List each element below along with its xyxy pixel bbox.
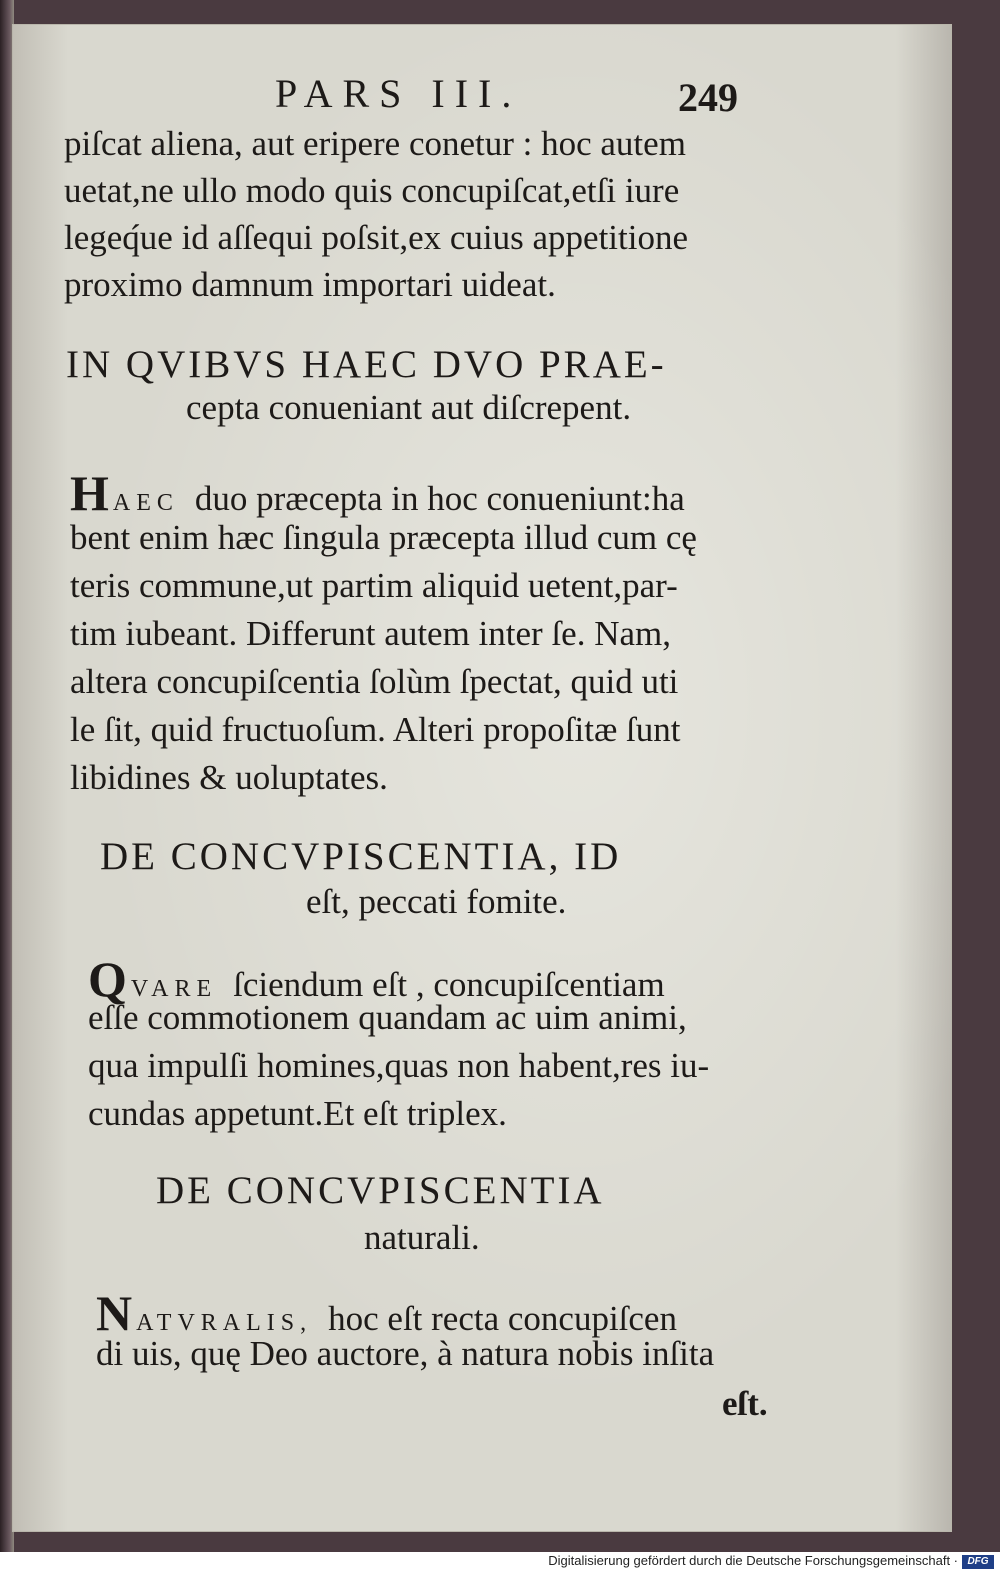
line-text: hoc eſt recta concupiſcen <box>328 1299 677 1338</box>
paragraph-2-line-7: libidines & uoluptates. <box>70 758 388 797</box>
section-heading-1-continuation: cepta conueniant aut diſcrepent. <box>186 388 632 427</box>
paragraph-2-line-3: teris commune,ut partim aliquid uetent,par- <box>70 566 678 605</box>
paragraph-3-line-4: cundas appetunt.Et eſt triplex. <box>88 1094 507 1133</box>
initial-letter: N <box>96 1285 133 1341</box>
paragraph-2-line-6: le ſit, quid fructuoſum. Alteri propoſitæ ſunt <box>70 710 681 749</box>
paragraph-3-line-3: qua impulſi homines,quas non habent,res iu- <box>88 1046 710 1085</box>
section-heading-3: DE CONCVPISCENTIA <box>156 1169 605 1212</box>
line-text: ſciendum eſt , concupiſcentiam <box>233 965 665 1004</box>
paragraph-1-line-2: uetat,ne ullo modo quis concupiſcat,etſi iure <box>64 171 680 210</box>
small-caps-word: AEC <box>112 490 179 516</box>
dfg-logo: DFG <box>962 1555 994 1569</box>
small-caps-word: VARE <box>130 976 218 1002</box>
small-caps-word: ATVRALIS, <box>136 1310 313 1336</box>
initial-letter: Q <box>88 951 127 1007</box>
page-number: 249 <box>678 75 738 120</box>
paragraph-2-line-4: tim iubeant. Differunt autem inter ſe. Nam, <box>70 614 671 653</box>
section-heading-3-continuation: naturali. <box>364 1218 480 1257</box>
section-heading-2: DE CONCVPISCENTIA, ID <box>100 835 622 878</box>
running-head: PARS III. <box>275 71 522 116</box>
section-heading-2-continuation: eſt, peccati fomite. <box>306 882 567 921</box>
paragraph-1-line-3: legeq́ue id aſſequi poſsit,ex cuius appetitione <box>64 218 689 257</box>
paragraph-2-line-2: bent enim hæc ſingula præcepta illud cum cę <box>70 518 697 557</box>
section-heading-1: IN QVIBVS HAEC DVO PRAE- <box>66 343 667 386</box>
paragraph-1-line-1: piſcat aliena, aut eripere conetur : hoc autem <box>64 124 686 163</box>
digitization-credit: Digitalisierung gefördert durch die Deutsche Forschungsgemeinschaft · <box>548 1553 958 1568</box>
paragraph-1-line-4: proximo damnum importari uideat. <box>64 265 556 304</box>
initial-letter: H <box>70 465 109 521</box>
paragraph-4-line-2: di uis, quę Deo auctore, à natura nobis inſita <box>96 1334 715 1373</box>
paragraph-2-line-1 <box>70 464 685 522</box>
catchword: eſt. <box>722 1384 768 1423</box>
line-text: duo præcepta in hoc conueniunt:ha <box>194 479 685 518</box>
paragraph-2-line-5: altera concupiſcentia ſolùm ſpectat, quid uti <box>70 662 679 701</box>
paragraph-3-line-2: eſſe commotionem quandam ac uim animi, <box>88 998 687 1037</box>
